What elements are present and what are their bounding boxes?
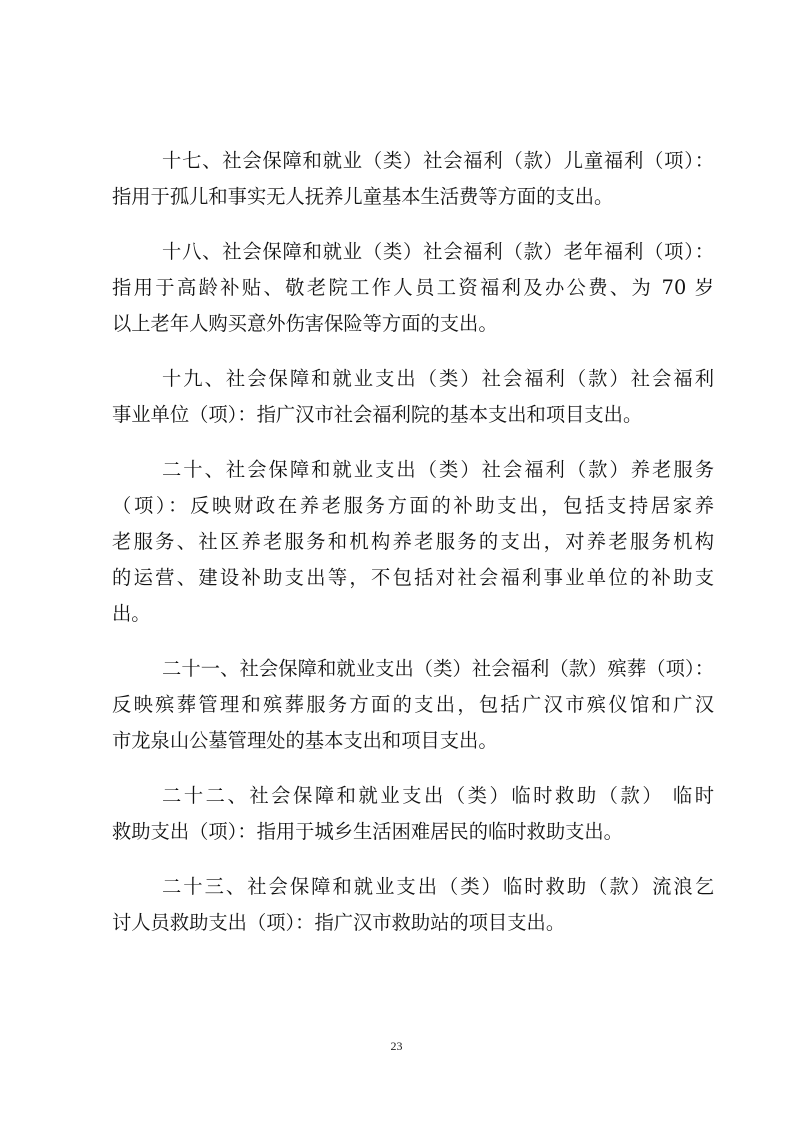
text-line: 事业单位（项）：指广汉市社会福利院的基本支出和项目支出。 [112,403,643,426]
page-number: 23 [390,1039,403,1053]
paragraph-18 [112,234,714,342]
body-text [112,143,714,941]
paragraph-23 [112,869,714,941]
paragraph-19 [112,361,714,433]
text-line: （项）：反映财政在养老服务方面的补助支出，包括支持居家养 [112,494,714,517]
text-line: 十七、社会保障和就业（类）社会福利（款）儿童福利（项）： [162,149,714,172]
text-line: 市龙泉山公墓管理处的基本支出和项目支出。 [112,729,498,752]
text-line: 老服务、社区养老服务和机构养老服务的支出，对养老服务机构 [112,530,714,553]
paragraph-20 [112,452,714,632]
text-line: 二十、社会保障和就业支出（类）社会福利（款）养老服务 [162,458,714,481]
text-line: 二十三、社会保障和就业支出（类）临时救助（款）流浪乞 [162,875,714,898]
text-line: 的运营、建设补助支出等，不包括对社会福利事业单位的补助支 [112,566,714,589]
text-line: 反映殡葬管理和殡葬服务方面的支出，包括广汉市殡仪馆和广汉 [112,693,714,716]
text-line: 出。 [112,602,151,625]
text-line: 十八、社会保障和就业（类）社会福利（款）老年福利（项）： [162,240,714,263]
paragraph-21 [112,651,714,759]
text-line: 二十一、社会保障和就业支出（类）社会福利（款）殡葬（项）： [162,657,714,680]
text-line: 十九、社会保障和就业支出（类）社会福利（款）社会福利 [162,367,714,390]
text-line: 讨人员救助支出（项）：指广汉市救助站的项目支出。 [112,911,566,934]
text-line: 二十二、社会保障和就业支出（类）临时救助（款） 临时 [162,784,714,807]
paragraph-22 [112,778,714,850]
text-line: 救助支出（项）：指用于城乡生活困难居民的临时救助支出。 [112,820,623,843]
text-line: 以上老年人购买意外伤害保险等方面的支出。 [112,312,498,335]
text-line: 指用于孤儿和事实无人抚养儿童基本生活费等方面的支出。 [112,185,614,208]
text-line: 指用于高龄补贴、敬老院工作人员工资福利及办公费、为 70 岁 [112,276,714,299]
paragraph-17 [112,143,714,215]
